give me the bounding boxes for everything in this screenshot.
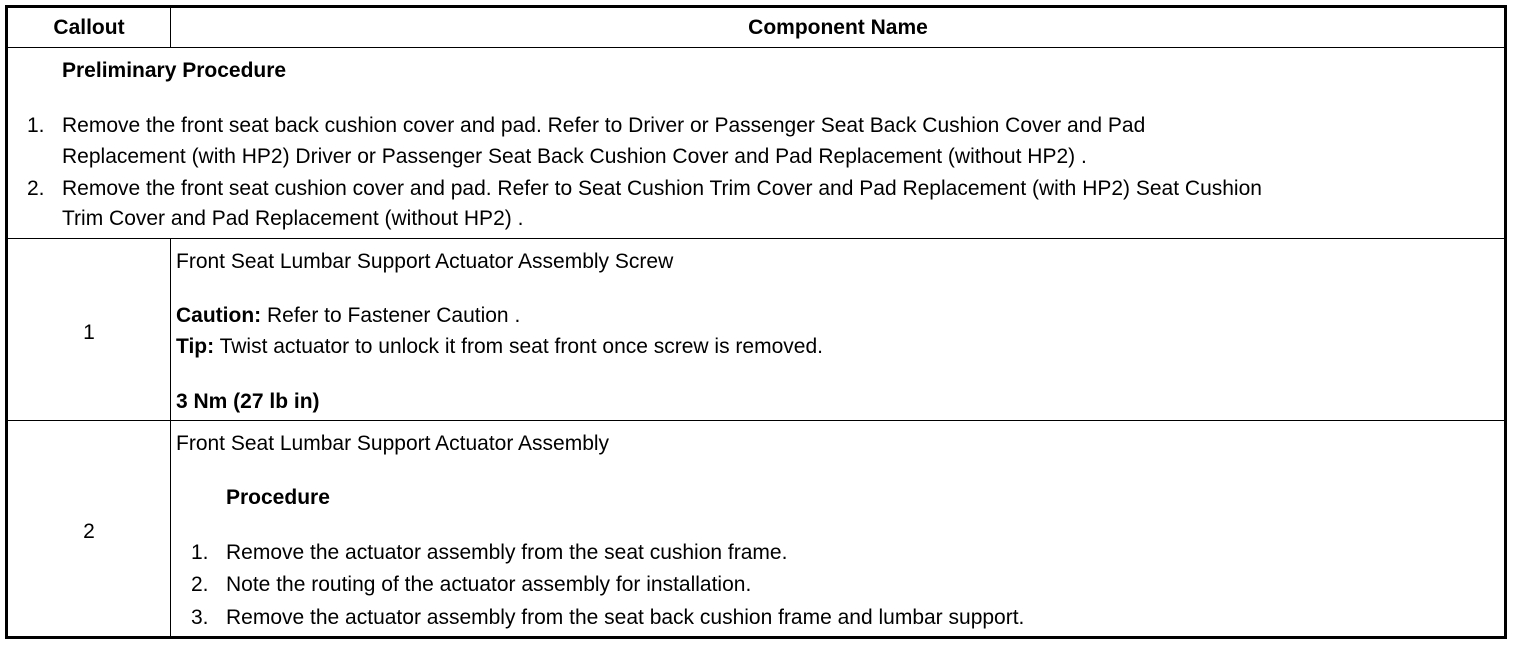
- component-name: Front Seat Lumbar Support Actuator Assembly Screw: [176, 250, 674, 273]
- step-number: 2.: [191, 573, 209, 596]
- step-text: Remove the actuator assembly from the seat cushion frame.: [226, 541, 788, 564]
- header-callout: Callout: [53, 16, 125, 39]
- step-text: Note the routing of the actuator assembly for installation.: [226, 573, 752, 596]
- callout-number: 2: [83, 520, 95, 543]
- header-component-name: Component Name: [748, 16, 928, 39]
- step-number: 1.: [191, 541, 209, 564]
- header-divider: [8, 47, 1504, 48]
- callout-number: 1: [83, 321, 95, 344]
- tip-note: [176, 335, 823, 359]
- torque-spec: 3 Nm (27 lb in): [176, 390, 320, 413]
- row1-divider: [8, 420, 1504, 421]
- tip-text: Twist actuator to unlock it from seat front once screw is removed.: [214, 335, 823, 358]
- procedure-title: Procedure: [226, 486, 330, 509]
- caution-label: Caution:: [176, 304, 262, 327]
- component-name: Front Seat Lumbar Support Actuator Assembly: [176, 432, 610, 455]
- step-text-line: Trim Cover and Pad Replacement (without HP2) .: [62, 207, 524, 230]
- step-text-line: Remove the front seat back cushion cover and pad. Refer to Driver or Passenger Seat Back Cushion Cover and Pad: [62, 114, 1146, 137]
- preliminary-divider: [8, 238, 1504, 239]
- step-number: 1.: [27, 114, 45, 137]
- caution-text: Refer to Fastener Caution .: [261, 304, 521, 327]
- column-divider-bottom: [170, 238, 171, 636]
- preliminary-title: Preliminary Procedure: [62, 59, 287, 82]
- caution-note: [176, 304, 520, 328]
- step-text: Remove the actuator assembly from the seat back cushion frame and lumbar support.: [226, 606, 1025, 629]
- tip-label: Tip:: [176, 335, 215, 358]
- step-number: 2.: [27, 177, 45, 200]
- procedure-table: [5, 5, 1507, 639]
- step-text-line: Replacement (with HP2) Driver or Passenger Seat Back Cushion Cover and Pad Replacement (without HP2) .: [62, 145, 1087, 168]
- step-text-line: Remove the front seat cushion cover and pad. Refer to Seat Cushion Trim Cover and Pad Replacement (with HP2) Seat Cushion: [62, 177, 1262, 200]
- step-number: 3.: [191, 606, 209, 629]
